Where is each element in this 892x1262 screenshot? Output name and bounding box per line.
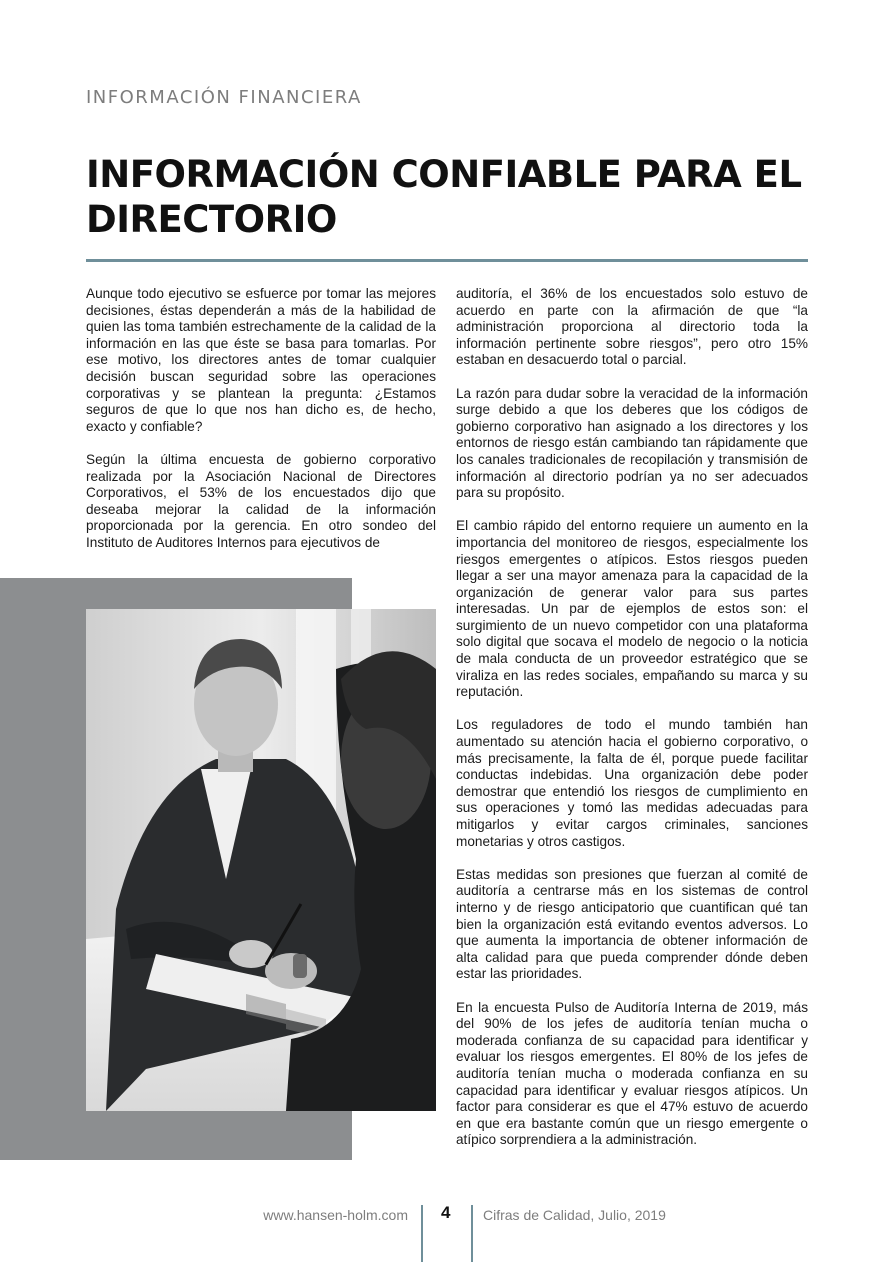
section-label: INFORMACIÓN FINANCIERA (86, 87, 362, 108)
business-meeting-photo (86, 609, 436, 1111)
title-divider (86, 259, 808, 262)
paragraph: La razón para dudar sobre la veracidad de la información surge debido a que los deberes que los códigos de gobierno corporativo han asignado a los directores y los entornos de riesgo están cambiando tan rápidamente que los canales tradicionales de recopilación y transmisión de información al directorio podrían ya no ser adecuados para su propósito. (456, 385, 808, 501)
article-left-column (86, 286, 436, 568)
paragraph: El cambio rápido del entorno requiere un aumento en la importancia del monitoreo de riesgos, especialmente los riesgos emergentes o atípicos. Estos riesgos pueden llegar a ser una mayor amenaza para la capacidad de la organización de generar valor para sus partes interesadas. Un par de ejemplos de estos son: el surgimiento de un nuevo competidor con una plataforma solo digital que socava el modelo de negocio o la noticia de mala conducta de un proveedor estratégico que se viraliza en las redes sociales, empañando su marca y su reputación. (456, 518, 808, 700)
footer-website-link[interactable]: www.hansen-holm.com (263, 1207, 408, 1223)
paragraph: Los reguladores de todo el mundo también han aumentado su atención hacia el gobierno corporativo, o más precisamente, la falta de él, porque puede facilitar conductas indebidas. Una organización debe poder demostrar que entendió los riesgos de cumplimiento en sus operaciones y tomó las medidas adecuadas para mitigarlos y evitar cargos criminales, sanciones monetarias y otros castigos. (456, 717, 808, 849)
paragraph: auditoría, el 36% de los encuestados solo estuvo de acuerdo en parte con la afirmación de que “la administración proporciona al directorio toda la información pertinente sobre riesgos”, pero otro 15% estaban en desacuerdo total o parcial. (456, 286, 808, 368)
page-title: INFORMACIÓN CONFIABLE PARA EL DIRECTORIO (86, 153, 802, 241)
footer-separator-right (471, 1205, 473, 1262)
paragraph: Aunque todo ejecutivo se esfuerce por tomar las mejores decisiones, éstas dependerán a más de la habilidad de quien las toma también estrechamente de la calidad de la información en las que éste se basa para tomarlas. Por ese motivo, los directores antes de tomar cualquier decisión buscan seguridad sobre las operaciones corporativas y se plantean la pregunta: ¿Estamos seguros de que lo que nos han dicho es, de hecho, exacto y confiable? (86, 286, 436, 434)
paragraph: En la encuesta Pulso de Auditoría Interna de 2019, más del 90% de los jefes de auditoría tenían mucha o moderada confianza de su capacidad para identificar y evaluar los riesgos emergentes. El 80% de los jefes de auditoría tenían mucha o moderada confianza en su capacidad para identificar y evaluar riesgos atípicos. Un factor para considerar es que el 47% estuvo de acuerdo en que era bastante común que un riesgo emergente o atípico sorprendiera a la administración. (456, 999, 808, 1148)
page-number: 4 (441, 1203, 451, 1222)
footer-separator-left (421, 1205, 423, 1262)
paragraph: Según la última encuesta de gobierno corporativo realizada por la Asociación Nacional de Directores Corporativos, el 53% de los encuestados dijo que deseaba mejorar la calidad de la información proporcionada por la gerencia. En otro sondeo del Instituto de Auditores Internos para ejecutivos de (86, 451, 436, 550)
article-right-column (456, 286, 808, 1165)
footer-publication: Cifras de Calidad, Julio, 2019 (483, 1207, 666, 1223)
paragraph: Estas medidas son presiones que fuerzan al comité de auditoría a centrarse más en los sistemas de control interno y de riesgo anticipatorio que cuantifican qué tan bien la organización está evitando eventos adversos. Lo que aumenta la importancia de obtener información de alta calidad para que pueda comprender dónde deben estar las prioridades. (456, 866, 808, 982)
